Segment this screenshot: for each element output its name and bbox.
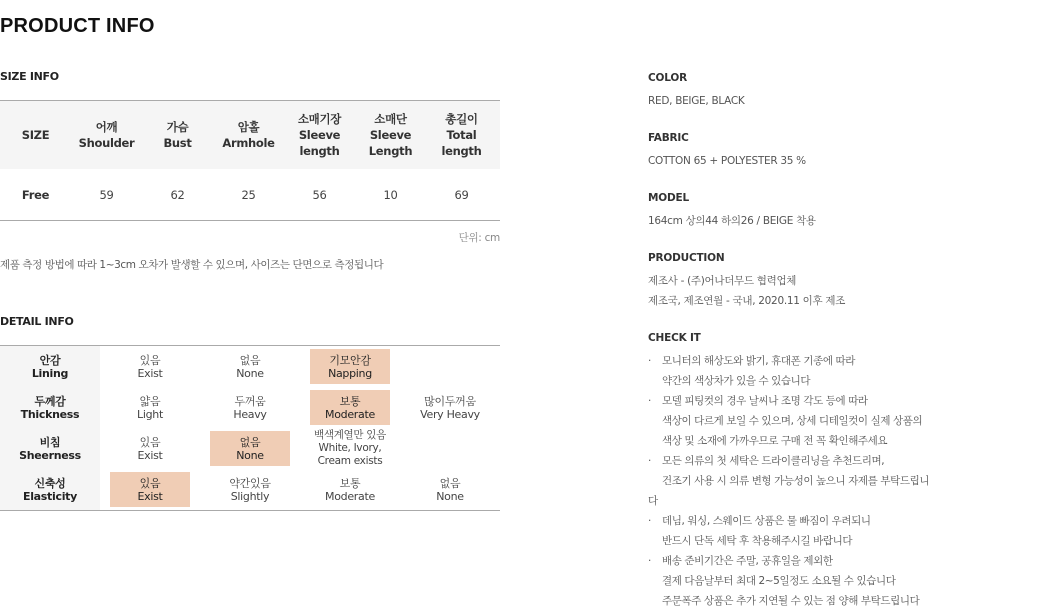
list-item: · 모델 피팅컷의 경우 날씨나 조명 각도 등에 따라 색상이 다르게 보일 수 있으며, 상세 디테일컷이 실제 상품의 색상 및 소재에 가까우므로 구매 전 꼭 확인해주세요 (648, 391, 978, 451)
model-heading: MODEL (648, 192, 689, 204)
size-cell: 25 (241, 187, 256, 202)
size-header-sleeve-length: 소매기장 Sleeve length (297, 112, 342, 158)
detail-option: 없음 None (436, 476, 464, 503)
detail-option-selected: 보통 Moderate (310, 390, 390, 425)
detail-label: 안감 Lining (0, 346, 100, 387)
detail-option-selected: 기모안감 Napping (310, 349, 390, 384)
detail-option: 두꺼움 Heavy (233, 394, 267, 421)
size-header-total-length: 총길이 Total length (441, 112, 482, 158)
model-section (648, 191, 978, 231)
product-spec-column (648, 71, 978, 610)
size-header-shoulder: 어깨 Shoulder (78, 120, 135, 150)
list-item: · 모니터의 해상도와 밝기, 휴대폰 기종에 따라 약간의 색상차가 있을 수 있습니다 (648, 351, 978, 391)
color-section (648, 71, 978, 111)
size-header-sleeve-hem: 소매단 Sleeve Length (368, 112, 413, 158)
check-heading: CHECK IT (648, 332, 701, 344)
detail-option: 있음 Exist (137, 435, 163, 462)
detail-option: 백색계열만 있음 White, Ivory, Cream exists (314, 429, 386, 467)
detail-row-lining (0, 346, 500, 387)
production-section (648, 251, 978, 311)
fabric-heading: FABRIC (648, 132, 689, 144)
fabric-section (648, 131, 978, 171)
detail-option-selected: 없음 None (210, 431, 290, 466)
detail-label: 두께감 Thickness (0, 387, 100, 428)
list-item: · 모든 의류의 첫 세탁은 드라이클리닝을 추천드리며, 건조기 사용 시 의류 변형 가능성이 높으니 자제를 부탁드립니 다 (648, 451, 978, 511)
detail-option: 보통 Moderate (325, 476, 375, 503)
size-cell: Free (21, 187, 50, 202)
detail-option: 있음 Exist (137, 353, 163, 380)
unit-label: 단위: cm (458, 232, 500, 244)
size-header-size: SIZE (21, 128, 50, 142)
check-section (648, 331, 978, 610)
production-heading: PRODUCTION (648, 252, 725, 264)
detail-row-elasticity (0, 469, 500, 510)
production-line: 제조국, 제조연월 - 국내, 2020.11 이후 제조 (648, 295, 846, 307)
size-info-heading: SIZE INFO (0, 70, 59, 83)
size-cell: 69 (454, 187, 469, 202)
size-header-bust: 가슴 Bust (163, 120, 192, 150)
size-header-armhole: 암홀 Armhole (222, 120, 275, 150)
detail-option-selected: 있음 Exist (110, 472, 190, 507)
size-cell: 59 (99, 187, 114, 202)
model-value: 164cm 상의44 하의26 / BEIGE 착용 (648, 215, 816, 227)
page-title: PRODUCT INFO (0, 15, 155, 37)
detail-table (0, 345, 500, 511)
list-item: · 데님, 워싱, 스웨이드 상품은 물 빠짐이 우려되니 반드시 단독 세탁 후 착용해주시길 바랍니다 (648, 511, 978, 551)
list-item: · 배송 준비기간은 주말, 공휴일을 제외한 결제 다음날부터 최대 2~5일정도 소요될 수 있습니다 주문폭주 상품은 추가 지연될 수 있는 점 양해 부탁드립니다 (648, 551, 978, 610)
detail-option: 약간있음 Slightly (229, 476, 271, 503)
size-cell: 62 (170, 187, 185, 202)
color-value: RED, BEIGE, BLACK (648, 95, 745, 107)
size-cell: 56 (312, 187, 327, 202)
measurement-note: 제품 측정 방법에 따라 1~3cm 오차가 발생할 수 있으며, 사이즈는 단면으로 측정됩니다 (0, 259, 384, 271)
detail-label: 신축성 Elasticity (0, 469, 100, 510)
check-list (648, 351, 978, 610)
size-cell: 10 (383, 187, 398, 202)
detail-info-heading: DETAIL INFO (0, 315, 74, 328)
table-row (0, 169, 500, 220)
size-table (0, 100, 500, 221)
detail-label: 비침 Sheerness (0, 428, 100, 469)
detail-option: 얇음 Light (137, 394, 163, 421)
size-table-header (0, 101, 500, 169)
color-heading: COLOR (648, 72, 687, 84)
detail-option: 많이두꺼움 Very Heavy (420, 394, 480, 421)
production-line: 제조사 - (주)어나더무드 협력업체 (648, 275, 797, 287)
detail-row-sheerness (0, 428, 500, 469)
detail-row-thickness (0, 387, 500, 428)
detail-option: 없음 None (236, 353, 264, 380)
fabric-value: COTTON 65 + POLYESTER 35 % (648, 155, 806, 167)
